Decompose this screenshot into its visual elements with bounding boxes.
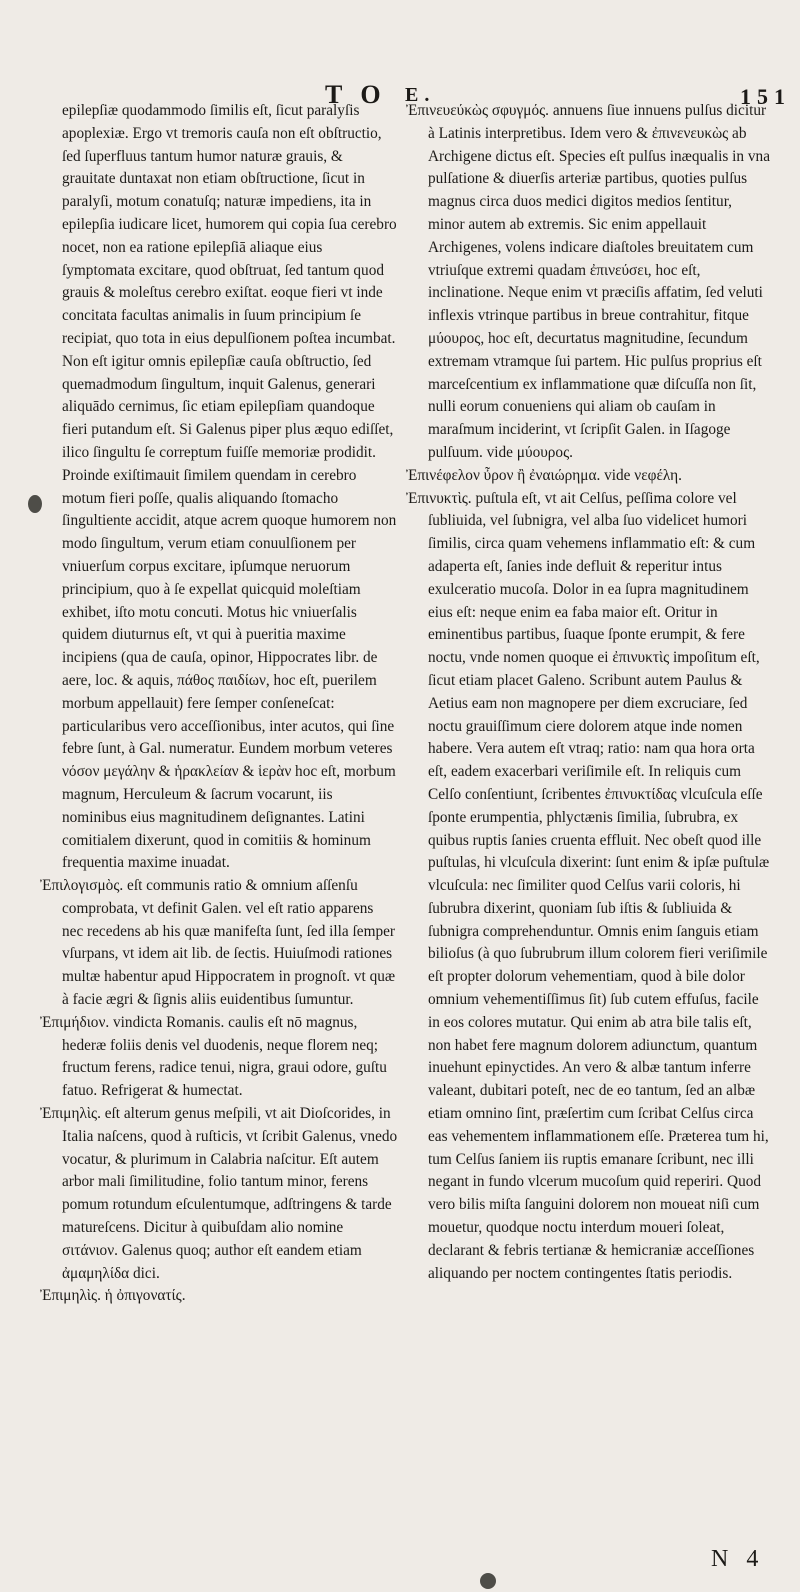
ink-blot [480, 1573, 496, 1589]
entry-epineneukos: Ἐπινευεύκὼς σφυγμός. annuens ſiue innuens pulſus dicitur à Latinis interpretibus. Idem vero & ἐπινενευκὼς ab Archigene dictus eſt. Species eſt pulſus inæqualis in vna pulſatione & diuerſis arteriæ partibus, quoties pulſus magnus circa duos medici digitos medios ſentitur, minor autem ab extremis. Sic enim appellauit Archigenes, volens indicare diaſtoles breuitatem cum vtriuſque extremi quadam ἐπινεύσει, hoc eſt, inclinatione. Neque enim vt præciſis affatim, ſed veluti inflexis vtrinque partibus in breue contrahitur, fitque μύουρος, hoc eſt, decurtatus magnitudine, ſecundum extremam vtramque ſui partem. Hic pulſus proprius eſt marceſcentium ex inflammatione quæ diſcuſſa non ſit, nulli eorum conueniens qui aliam ob cauſam in maraſmum inciderint, vt ſcripſit Galen. in Iſagoge pulſuum. vide μύουρος. [406, 102, 770, 461]
signature-mark: N 4 [711, 1546, 765, 1572]
running-head-left: T O [325, 80, 387, 109]
entry-epimelis: Ἐπιμηλὶς. eſt alterum genus meſpili, vt ait Dioſcorides, in Italia naſcens, quod à ruſticis, vt ſcribit Galenus, vnedo vocatur, & plurimum in Calabria naſcitur. Eſt autem arbor mali ſimilitudine, folio tantum minor, ferens pomum rotundum eſculentumque, adſtringens & tarde matureſcens. Dicitur à quibuſdam alio nomine σιτάνιον. Galenus quoq; author eſt eandem etiam ἀμαμηλίδα dici. [40, 1105, 398, 1282]
entry-epimedion: Ἐπιμήδιον. vindicta Romanis. caulis eſt nō magnus, hederæ foliis denis vel duodenis, neque florem neq; fructum ferens, radice tenui, nigra, graui odore, guſtu fatuo. Refrigerat & humectat. [40, 1013, 387, 1100]
entry-epinephelon: Ἐπινέφελον ὖρον ἢ ἐναιώρημα. vide νεφέλη. [406, 466, 682, 484]
entry-continuation: epilepſiæ quodammodo ſimilis eſt, ſicut paralyſis apoplexiæ. Ergo vt tremoris cauſa non eſt obſtructio, ſed ſuperfluus tantum humor naturæ grauis, & grauitate duntaxat non etiam obſtructione, ſicut in paralyſi, motum conatuſq; naturæ impediens, ita in epilepſia iudicare licet, humorem qui copia ſua cerebro nocet, non ea ratione epilepſiā aliaque eius ſymptomata excitare, quod obſtruat, ſed tantum quod grauis & moleſtus cerebro exiſtat. eoque fieri vt inde concitata facultas animalis in ſuum principium ſe recipiat, quo tota in eius depulſionem poſtea incumbat. Non eſt igitur omnis epilepſiæ cauſa obſtructio, ſed quemadmodum ſingultum, inquit Galenus, generari aliquādo cernimus, ſic etiam epilepſiam quandoque fieri putandum eſt. Si Galenus piper plus æquo ediſſet, ilico ſingultu ſe correptum fuiſſe memoriæ prodidit. Proinde exiſtimauit ſimilem quendam in cerebro motum fieri poſſe, qualis aliquando ſtomacho ſingultiente accidit, atque acrem quoque humorem non modo ſingultum, verum etiam conuulſionem per vniuerſum corpus excitare, ipſumque neruorum principium, quo à ſe expellat quicquid moleſtiam exhibet, iſto motu concuti. Motus hic vniuerſalis quidem diuturnus eſt, vt qui à pueritia maxime incipiens (qua de cauſa, opinor, Hippocrates libr. de aere, loc. & aquis, πάθος παιδίων, hoc eſt, puerilem morbum appellauit) fere ſemper conſeneſcat: particularibus vero acceſſionibus, inter acutos, qui ſine febre ſunt, à Gal. numeratur. Eundem morbum veteres νόσον μεγάλην & ἡρακλείαν & ἱερὰν hoc eſt, morbum magnum, Herculeum & ſacrum vocarunt, iis nominibus eius magnitudinem deſignantes. Latini comitialem dixerunt, quod in comitiis & hominum frequentia maxime inuadat. [62, 102, 397, 872]
entry-epilogismos: Ἐπιλογισμὸς. eſt communis ratio & omnium aſſenſu comprobata, vt definit Galen. vel eſt ratio apparens nec recedens ab his quæ manifeſta ſunt, ſed illa ſemper vſurpans, vt idem ait lib. de ſectis. Huiuſmodi rationes multæ habentur apud Hippocratem in prognoſt. vt quæ à facie ægri & ſignis aliis euidentibus ſumuntur. [40, 877, 396, 1009]
left-column [40, 100, 398, 1308]
entry-epinyktis: Ἐπινυκτὶς. puſtula eſt, vt ait Celſus, peſſima colore vel ſubliuida, vel ſubnigra, vel alba ſuo videlicet humori ſimilis, circa quam vehemens inflammatio eſt: & cum adaperta eſt, ſanies inde defluit & reperitur intus exulceratio mucoſa. Dolor in ea ſupra magnitudinem eius eſt: neque enim ea faba maior eſt. Oritur in eminentibus partibus, ſuaque ſponte erumpit, & fere noctu, vnde nomen quoque ei ἐπινυκτὶς impoſitum eſt, ſicut etiam placet Galeno. Scribunt autem Paulus & Aetius eam non magnopere per diem excruciare, ſed noctu grauiſſimum ciere dolorem atque inde nomen habere. Vera autem eſt vtraq; ratio: nam qua hora orta eſt, eadem exacerbari veriſimile eſt. In reliquis cum Celſo conſentiunt, ſcribentes ἐπινυκτίδας vlcuſcula eſſe ſponte erumpentia, phlyctænis ſimilia, ſubrubra, ex quibus ruptis ſanies cruenta effluit. Nec obeſt quod ille puſtulas, hi vlcuſcula dixerint: ſunt enim & ipſæ puſtulæ vlcuſcula: nec ſimiliter quod Celſus varii coloris, hi ſubrubra dixerint, quoniam ſub iſtis & ſubliuida & ſubnigra comprehenduntur. Omnis enim ſanguis etiam bilioſus (à quo ſubrubrum illum colorem fieri veriſimile eſt propter dolorum vehementiam, quod à bile dolor omnium vehementiſſimus ſit) ſub cutem effuſus, facile in eos colores mutatur. Qui enim ab atra bile talis eſt, non habet fere magnum dolorem adiunctum, quantum inuehunt epinyctides. An vero & albæ tantum inferre valeant, dubitari poteſt, nec de eo tantum, ſed an albæ etiam omnino ſint, præſertim cum ſcribat Celſus circa eas vehementem inflammationem eſſe. Præterea tum hi, tum Celſus ſaniem iis ruptis emanare ſcribunt, nec illi negant in fundo vlcerum mucoſum quid reperiri. Quod vero bilis miſta ſanguini dolorem non moueat niſi cum mouetur, quodque noctu interdum moueri ſoleat, declarant & febris tertianæ & hemicraniæ acceſſiones aliquando per noctem contingentes ſtatis periodis. [406, 489, 770, 1282]
right-column [406, 100, 772, 1285]
ink-blot [28, 495, 42, 513]
page-number: 151 [740, 84, 791, 109]
entry-epimelis-cross: Ἐπιμηλὶς. ἡ ὀπιγονατίς. [40, 1287, 186, 1305]
running-head-middle: E. [405, 84, 436, 106]
